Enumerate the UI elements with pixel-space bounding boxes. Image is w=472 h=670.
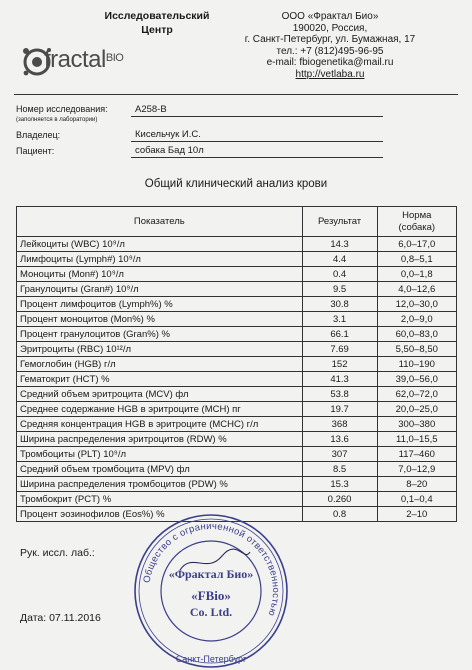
row-result: 30.8 — [302, 297, 377, 312]
head-signature-label: Рук. иссл. лаб.: — [20, 547, 95, 559]
table-row — [17, 417, 457, 432]
row-result: 0.260 — [302, 492, 377, 507]
row-result: 9.5 — [302, 282, 377, 297]
row-indicator: Гематокрит (HCT) % — [17, 372, 303, 387]
row-indicator: Ширина распределения эритроцитов (RDW) % — [17, 432, 303, 447]
row-indicator: Тромбоциты (PLT) 10⁹/л — [17, 447, 303, 462]
study-number-note: (заполняется в лаборатории) — [16, 117, 98, 123]
date-label: Дата: 07.11.2016 — [20, 612, 101, 624]
header-norm-line1: Норма — [402, 209, 432, 221]
table-row — [17, 327, 457, 342]
row-result: 368 — [302, 417, 377, 432]
table-row — [17, 477, 457, 492]
row-indicator: Средний объем эритроцита (MCV) фл — [17, 387, 303, 402]
row-indicator: Моноциты (Mon#) 10⁹/л — [17, 267, 303, 282]
row-indicator: Процент эозинофилов (Eos%) % — [17, 507, 303, 522]
table-row — [17, 357, 457, 372]
row-result: 15.3 — [302, 477, 377, 492]
stamp-bottom-text: Санкт-Петербург — [175, 654, 247, 664]
logo-text: fractal$^{BIO}$ — [44, 46, 124, 73]
row-indicator: Гранулоциты (Gran#) 10⁹/л — [17, 282, 303, 297]
row-indicator: Процент гранулоцитов (Gran%) % — [17, 327, 303, 342]
row-indicator: Среднее содержание HGB в эритроците (MCH) пг — [17, 402, 303, 417]
table-header-row — [17, 207, 457, 237]
row-norm: 5,50–8,50 — [377, 342, 456, 357]
table-row — [17, 282, 457, 297]
stamp-center-line1: «Фрактал Био» — [168, 567, 254, 581]
header-norm — [377, 207, 456, 237]
row-result: 8.5 — [302, 462, 377, 477]
company-name: ООО «Фрактал Био» — [281, 11, 379, 22]
row-indicator: Процент лимфоцитов (Lymph%) % — [17, 297, 303, 312]
row-result: 0.8 — [302, 507, 377, 522]
row-result: 66.1 — [302, 327, 377, 342]
patient-label: Пациент: — [16, 146, 55, 156]
row-result: 7.69 — [302, 342, 377, 357]
row-norm: 117–460 — [377, 447, 456, 462]
table-row — [17, 492, 457, 507]
header-result: Результат — [302, 207, 377, 237]
row-indicator: Лейкоциты (WBC) 10⁹/л — [17, 237, 303, 252]
report-title: Общий клинический анализ крови — [144, 178, 328, 190]
table-row — [17, 432, 457, 447]
company-block — [215, 11, 445, 81]
table-row — [17, 342, 457, 357]
company-website-link[interactable]: http://vetlaba.ru — [295, 68, 365, 80]
row-norm: 300–380 — [377, 417, 456, 432]
row-norm: 0,1–0,4 — [377, 492, 456, 507]
row-indicator: Ширина распределения тромбоцитов (PDW) % — [17, 477, 303, 492]
stamp-center-line3: Co. Ltd. — [189, 605, 233, 619]
row-indicator: Процент моноцитов (Mon%) % — [17, 312, 303, 327]
row-result: 3.1 — [302, 312, 377, 327]
row-norm: 2–10 — [377, 507, 456, 522]
table-row — [17, 372, 457, 387]
row-norm: 7,0–12,9 — [377, 462, 456, 477]
company-address: г. Санкт-Петербург, ул. Бумажная, 17 — [244, 34, 416, 46]
table-row — [17, 462, 457, 477]
company-phone: тел.: +7 (812)495-96-95 — [276, 45, 384, 57]
row-result: 53.8 — [302, 387, 377, 402]
row-indicator: Средний объем тромбоцита (MPV) фл — [17, 462, 303, 477]
company-email: e-mail: fbiogenetika@mail.ru — [266, 57, 394, 69]
table-row — [17, 267, 457, 282]
row-result: 19.7 — [302, 402, 377, 417]
row-indicator: Гемоглобин (HGB) г/л — [17, 357, 303, 372]
owner-value: Кисельчук И.С. — [131, 129, 383, 142]
table-row — [17, 312, 457, 327]
row-result: 4.4 — [302, 252, 377, 267]
table-row — [17, 297, 457, 312]
table-row — [17, 447, 457, 462]
results-table — [16, 206, 457, 522]
table-row — [17, 402, 457, 417]
row-norm: 20,0–25,0 — [377, 402, 456, 417]
lab-name-line1: Исследовательский — [104, 10, 210, 22]
row-norm: 12,0–30,0 — [377, 297, 456, 312]
row-indicator: Средняя концентрация HGB в эритроците (MCHC) г/л — [17, 417, 303, 432]
stamp-ring-text: Общество с ограниченной ответственностью — [141, 520, 282, 618]
row-result: 14.3 — [302, 237, 377, 252]
study-number-label: Номер исследования: — [16, 104, 108, 114]
table-row — [17, 252, 457, 267]
row-norm: 8–20 — [377, 477, 456, 492]
row-indicator: Тромбокрит (PCT) % — [17, 492, 303, 507]
row-norm: 6,0–17,0 — [377, 237, 456, 252]
row-result: 307 — [302, 447, 377, 462]
row-result: 13.6 — [302, 432, 377, 447]
row-result: 0.4 — [302, 267, 377, 282]
header-norm-line2: (собака) — [398, 221, 436, 233]
row-norm: 0,0–1,8 — [377, 267, 456, 282]
study-number-value: А258-В — [131, 104, 383, 117]
row-result: 41.3 — [302, 372, 377, 387]
table-row — [17, 237, 457, 252]
row-norm: 4,0–12,6 — [377, 282, 456, 297]
company-postal: 190020, Россия, — [292, 22, 368, 34]
row-norm: 110–190 — [377, 357, 456, 372]
row-indicator: Лимфоциты (Lymph#) 10⁹/л — [17, 252, 303, 267]
row-norm: 39,0–56,0 — [377, 372, 456, 387]
header-indicator: Показатель — [17, 207, 303, 237]
logo-suffix: BIO — [105, 52, 124, 64]
row-indicator: Эритроциты (RBC) 10¹²/л — [17, 342, 303, 357]
company-stamp — [132, 512, 290, 670]
row-result: 152 — [302, 357, 377, 372]
row-norm: 11,0–15,5 — [377, 432, 456, 447]
row-norm: 60,0–83,0 — [377, 327, 456, 342]
row-norm: 0,8–5,1 — [377, 252, 456, 267]
row-norm: 62,0–72,0 — [377, 387, 456, 402]
patient-value: собака Бад 10л — [131, 145, 383, 158]
owner-label: Владелец: — [16, 130, 61, 140]
row-norm: 2,0–9,0 — [377, 312, 456, 327]
stamp-center-line2: «FBio» — [191, 588, 231, 603]
lab-name-line2: Центр — [141, 24, 173, 36]
header-divider — [14, 94, 458, 95]
table-row — [17, 387, 457, 402]
